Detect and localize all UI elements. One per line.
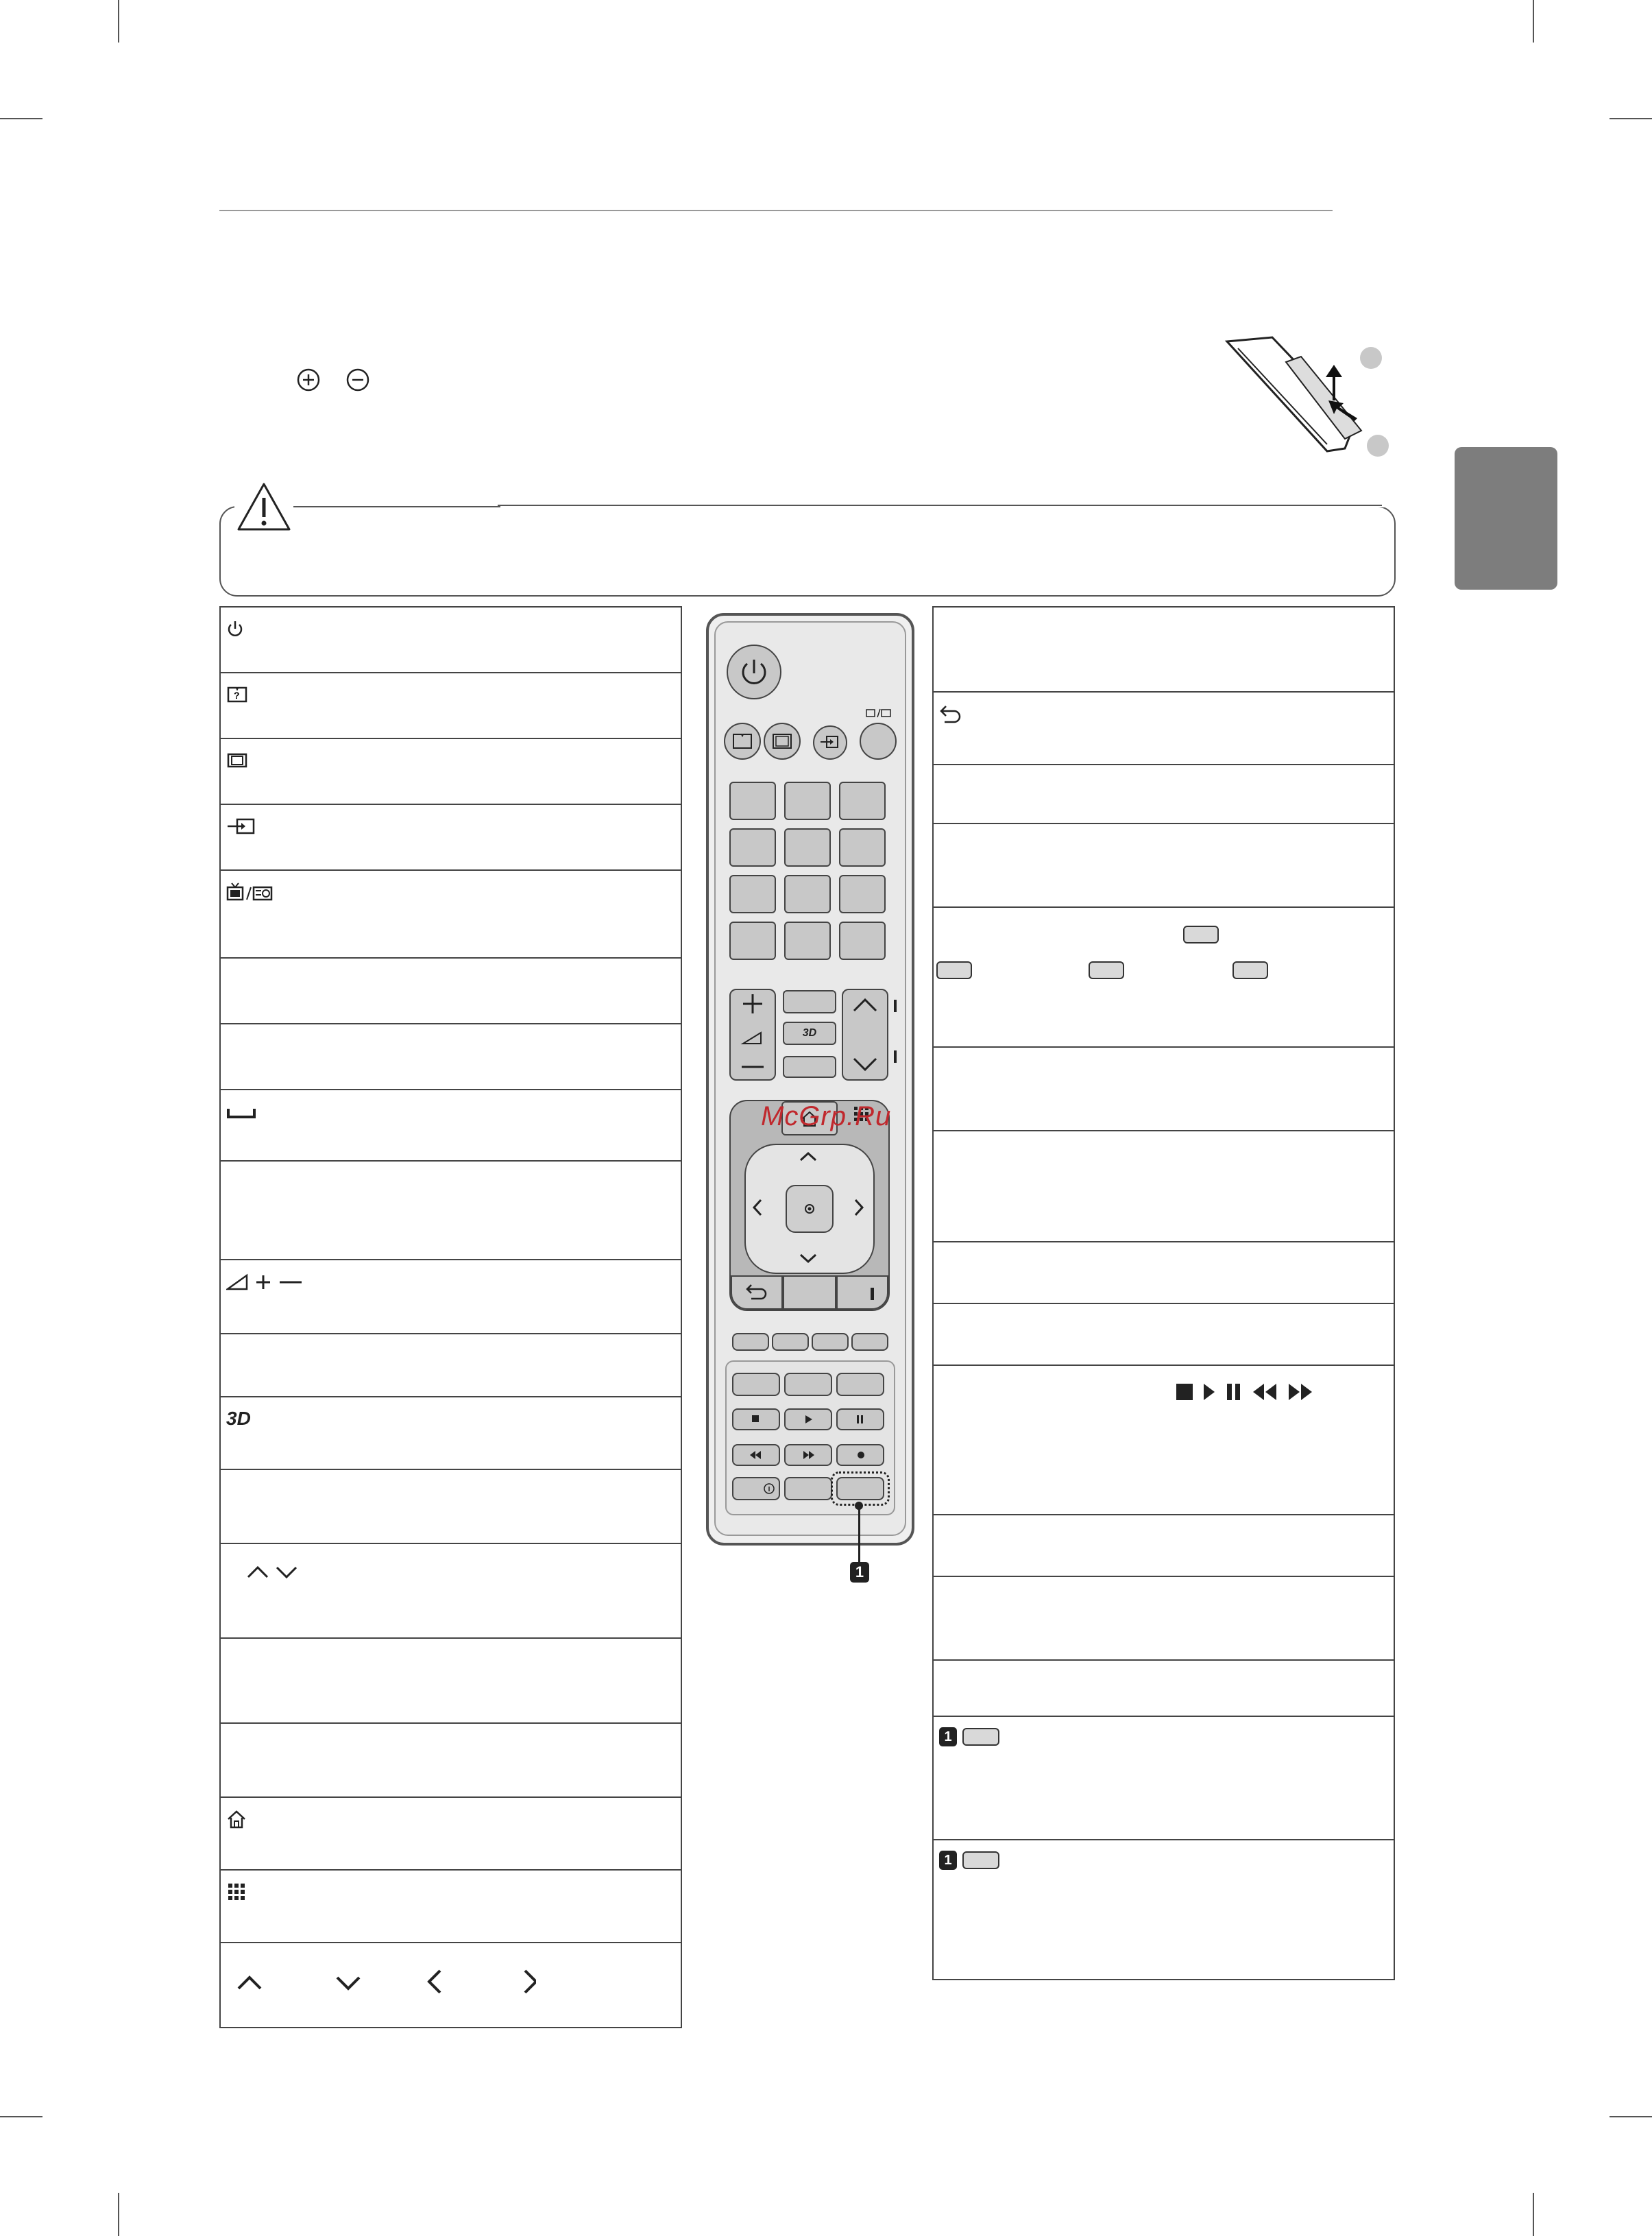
number-button[interactable]: [839, 782, 886, 820]
q-view-button[interactable]: [839, 922, 886, 960]
ratio-icon: [226, 751, 248, 770]
input-icon: [814, 727, 846, 758]
back-icon: [732, 1277, 781, 1308]
table-row: [221, 673, 681, 739]
yellow-button[interactable]: [812, 1333, 849, 1351]
crop-mark: [0, 118, 42, 119]
table-row: [221, 1798, 681, 1871]
list-button[interactable]: [729, 922, 776, 960]
table-row: [934, 1661, 1394, 1717]
info-icon: [733, 1478, 779, 1499]
input-button[interactable]: [813, 725, 847, 760]
number-badge: 1: [939, 1851, 957, 1870]
channel-rocker[interactable]: [842, 989, 888, 1081]
table-row: [934, 693, 1394, 765]
crop-mark: [1610, 2116, 1652, 2117]
watermark: McGrp.Ru: [761, 1101, 892, 1131]
table-row: [934, 1717, 1394, 1840]
table-row: [221, 1162, 681, 1260]
table-row: [221, 1397, 681, 1470]
stop-icon: [752, 1415, 759, 1422]
table-row: [221, 1470, 681, 1544]
number-button[interactable]: [784, 828, 831, 867]
rewind-button[interactable]: [732, 1444, 780, 1466]
number-button[interactable]: [784, 875, 831, 913]
tv-radio-icon: [226, 882, 274, 902]
warning-icon-wrap: [234, 480, 293, 535]
button-function-table-left: [219, 606, 682, 2028]
table-row: [221, 1871, 681, 1943]
volume-rocker[interactable]: [729, 989, 776, 1081]
back-button[interactable]: [731, 1275, 783, 1310]
blue-button[interactable]: [851, 1333, 888, 1351]
volume-plus-minus-icon: [226, 1271, 308, 1292]
rewind-icon: [733, 1445, 779, 1465]
table-row: [934, 1242, 1394, 1304]
button-function-table-right: [932, 606, 1395, 1980]
mute-button[interactable]: [783, 1056, 836, 1078]
table-row: [221, 871, 681, 959]
power-icon: [226, 619, 244, 638]
ratio-icon: [765, 724, 799, 758]
number-button[interactable]: [839, 875, 886, 913]
table-row: [934, 824, 1394, 908]
record-button[interactable]: [836, 1444, 884, 1466]
stop-button[interactable]: [732, 1408, 780, 1430]
page-up-down-icon: [245, 1562, 303, 1583]
table-row: [221, 1943, 681, 2025]
settings-button[interactable]: [784, 1477, 832, 1500]
fast-forward-icon: [786, 1445, 831, 1465]
playback-controls-icon: [1175, 1381, 1333, 1404]
fast-forward-button[interactable]: [784, 1444, 832, 1466]
3d-button[interactable]: 3D: [783, 1022, 836, 1045]
subtitle-button[interactable]: [836, 1373, 884, 1396]
exit-button[interactable]: [836, 1275, 888, 1310]
edge-mark: [894, 1050, 897, 1063]
table-row: [221, 608, 681, 673]
number-button[interactable]: [729, 782, 776, 820]
crop-mark: [1533, 0, 1534, 43]
text-button[interactable]: [732, 1373, 780, 1396]
callout-dot: [855, 1502, 863, 1510]
channel-up-down-icon: [843, 990, 887, 1079]
table-row: [221, 1544, 681, 1639]
back-icon: [939, 704, 962, 724]
svg-text:?: ?: [234, 690, 240, 701]
table-row: [934, 1366, 1394, 1515]
table-row: [934, 1515, 1394, 1577]
badge-1-icon: [939, 1849, 999, 1872]
table-row: [934, 765, 1394, 824]
guide-button[interactable]: [783, 1275, 836, 1310]
number-button[interactable]: [784, 782, 831, 820]
badge-1-icon: [939, 1725, 999, 1748]
ratio-button[interactable]: [764, 723, 801, 760]
pause-button[interactable]: [836, 1408, 884, 1430]
table-row: [934, 1131, 1394, 1242]
navigation-arrows-icon: [234, 1965, 536, 1999]
callout-number-badge: 1: [850, 1562, 869, 1583]
table-row: [221, 1639, 681, 1724]
ok-icon: [787, 1186, 832, 1231]
input-icon: [226, 817, 256, 836]
table-row: [221, 959, 681, 1024]
power-icon: [728, 646, 780, 698]
manual-button[interactable]: [724, 723, 761, 760]
exit-mark: [871, 1288, 874, 1300]
crop-mark: [118, 0, 119, 43]
red-button[interactable]: [732, 1333, 769, 1351]
table-row: [221, 1724, 681, 1798]
table-row: [934, 1304, 1394, 1366]
table-row: [221, 739, 681, 805]
info-button[interactable]: [732, 1477, 780, 1500]
play-icon: [786, 1410, 831, 1429]
volume-plus-minus-icon: [731, 990, 775, 1079]
pause-icon: [838, 1410, 883, 1429]
crop-mark: [1533, 2193, 1534, 2236]
play-button[interactable]: [784, 1408, 832, 1430]
highlight-outline: [831, 1471, 890, 1506]
table-row: [221, 1260, 681, 1334]
number-button[interactable]: [839, 828, 886, 867]
edge-mark: [894, 1000, 897, 1012]
table-row: [934, 908, 1394, 1048]
crop-mark: [0, 2116, 42, 2117]
number-button[interactable]: [784, 922, 831, 960]
power-button[interactable]: [727, 645, 781, 699]
manual-book-icon: [226, 685, 248, 704]
crop-mark: [1610, 118, 1652, 119]
table-row: [221, 1024, 681, 1090]
number-button[interactable]: [729, 828, 776, 867]
crop-mark: [118, 2193, 119, 2236]
3d-icon: 3D: [226, 1408, 251, 1429]
remote-control-illustration: [706, 613, 914, 1546]
manual-book-icon: [725, 724, 760, 758]
ok-button[interactable]: [786, 1185, 834, 1233]
table-row: [934, 1577, 1394, 1661]
table-row: [221, 1334, 681, 1397]
tv-radio-icon: [865, 708, 892, 719]
table-row: [221, 1090, 681, 1162]
warning-icon: [234, 480, 293, 535]
record-icon: [858, 1452, 864, 1458]
table-row: [934, 608, 1394, 693]
table-row: [221, 805, 681, 871]
callout-leader: [858, 1504, 860, 1562]
note-top-line: [498, 505, 1382, 506]
my-apps-icon: [226, 1882, 247, 1902]
green-button[interactable]: [772, 1333, 809, 1351]
language-tab: [1455, 447, 1557, 590]
battery-polarity-icon: [296, 368, 378, 392]
number-button[interactable]: [729, 875, 776, 913]
number-badge: 1: [939, 1727, 957, 1746]
table-row: [934, 1048, 1394, 1131]
fav-button[interactable]: [783, 990, 836, 1013]
header-rule: [219, 210, 1333, 211]
caution-note-box: [219, 506, 1396, 597]
home-icon: [226, 1809, 247, 1829]
battery-cover-illustration: [1224, 335, 1396, 462]
table-row: [934, 1840, 1394, 1977]
space-bar-icon: [226, 1102, 256, 1121]
t-opt-button[interactable]: [784, 1373, 832, 1396]
tv-radio-button[interactable]: [860, 723, 897, 760]
